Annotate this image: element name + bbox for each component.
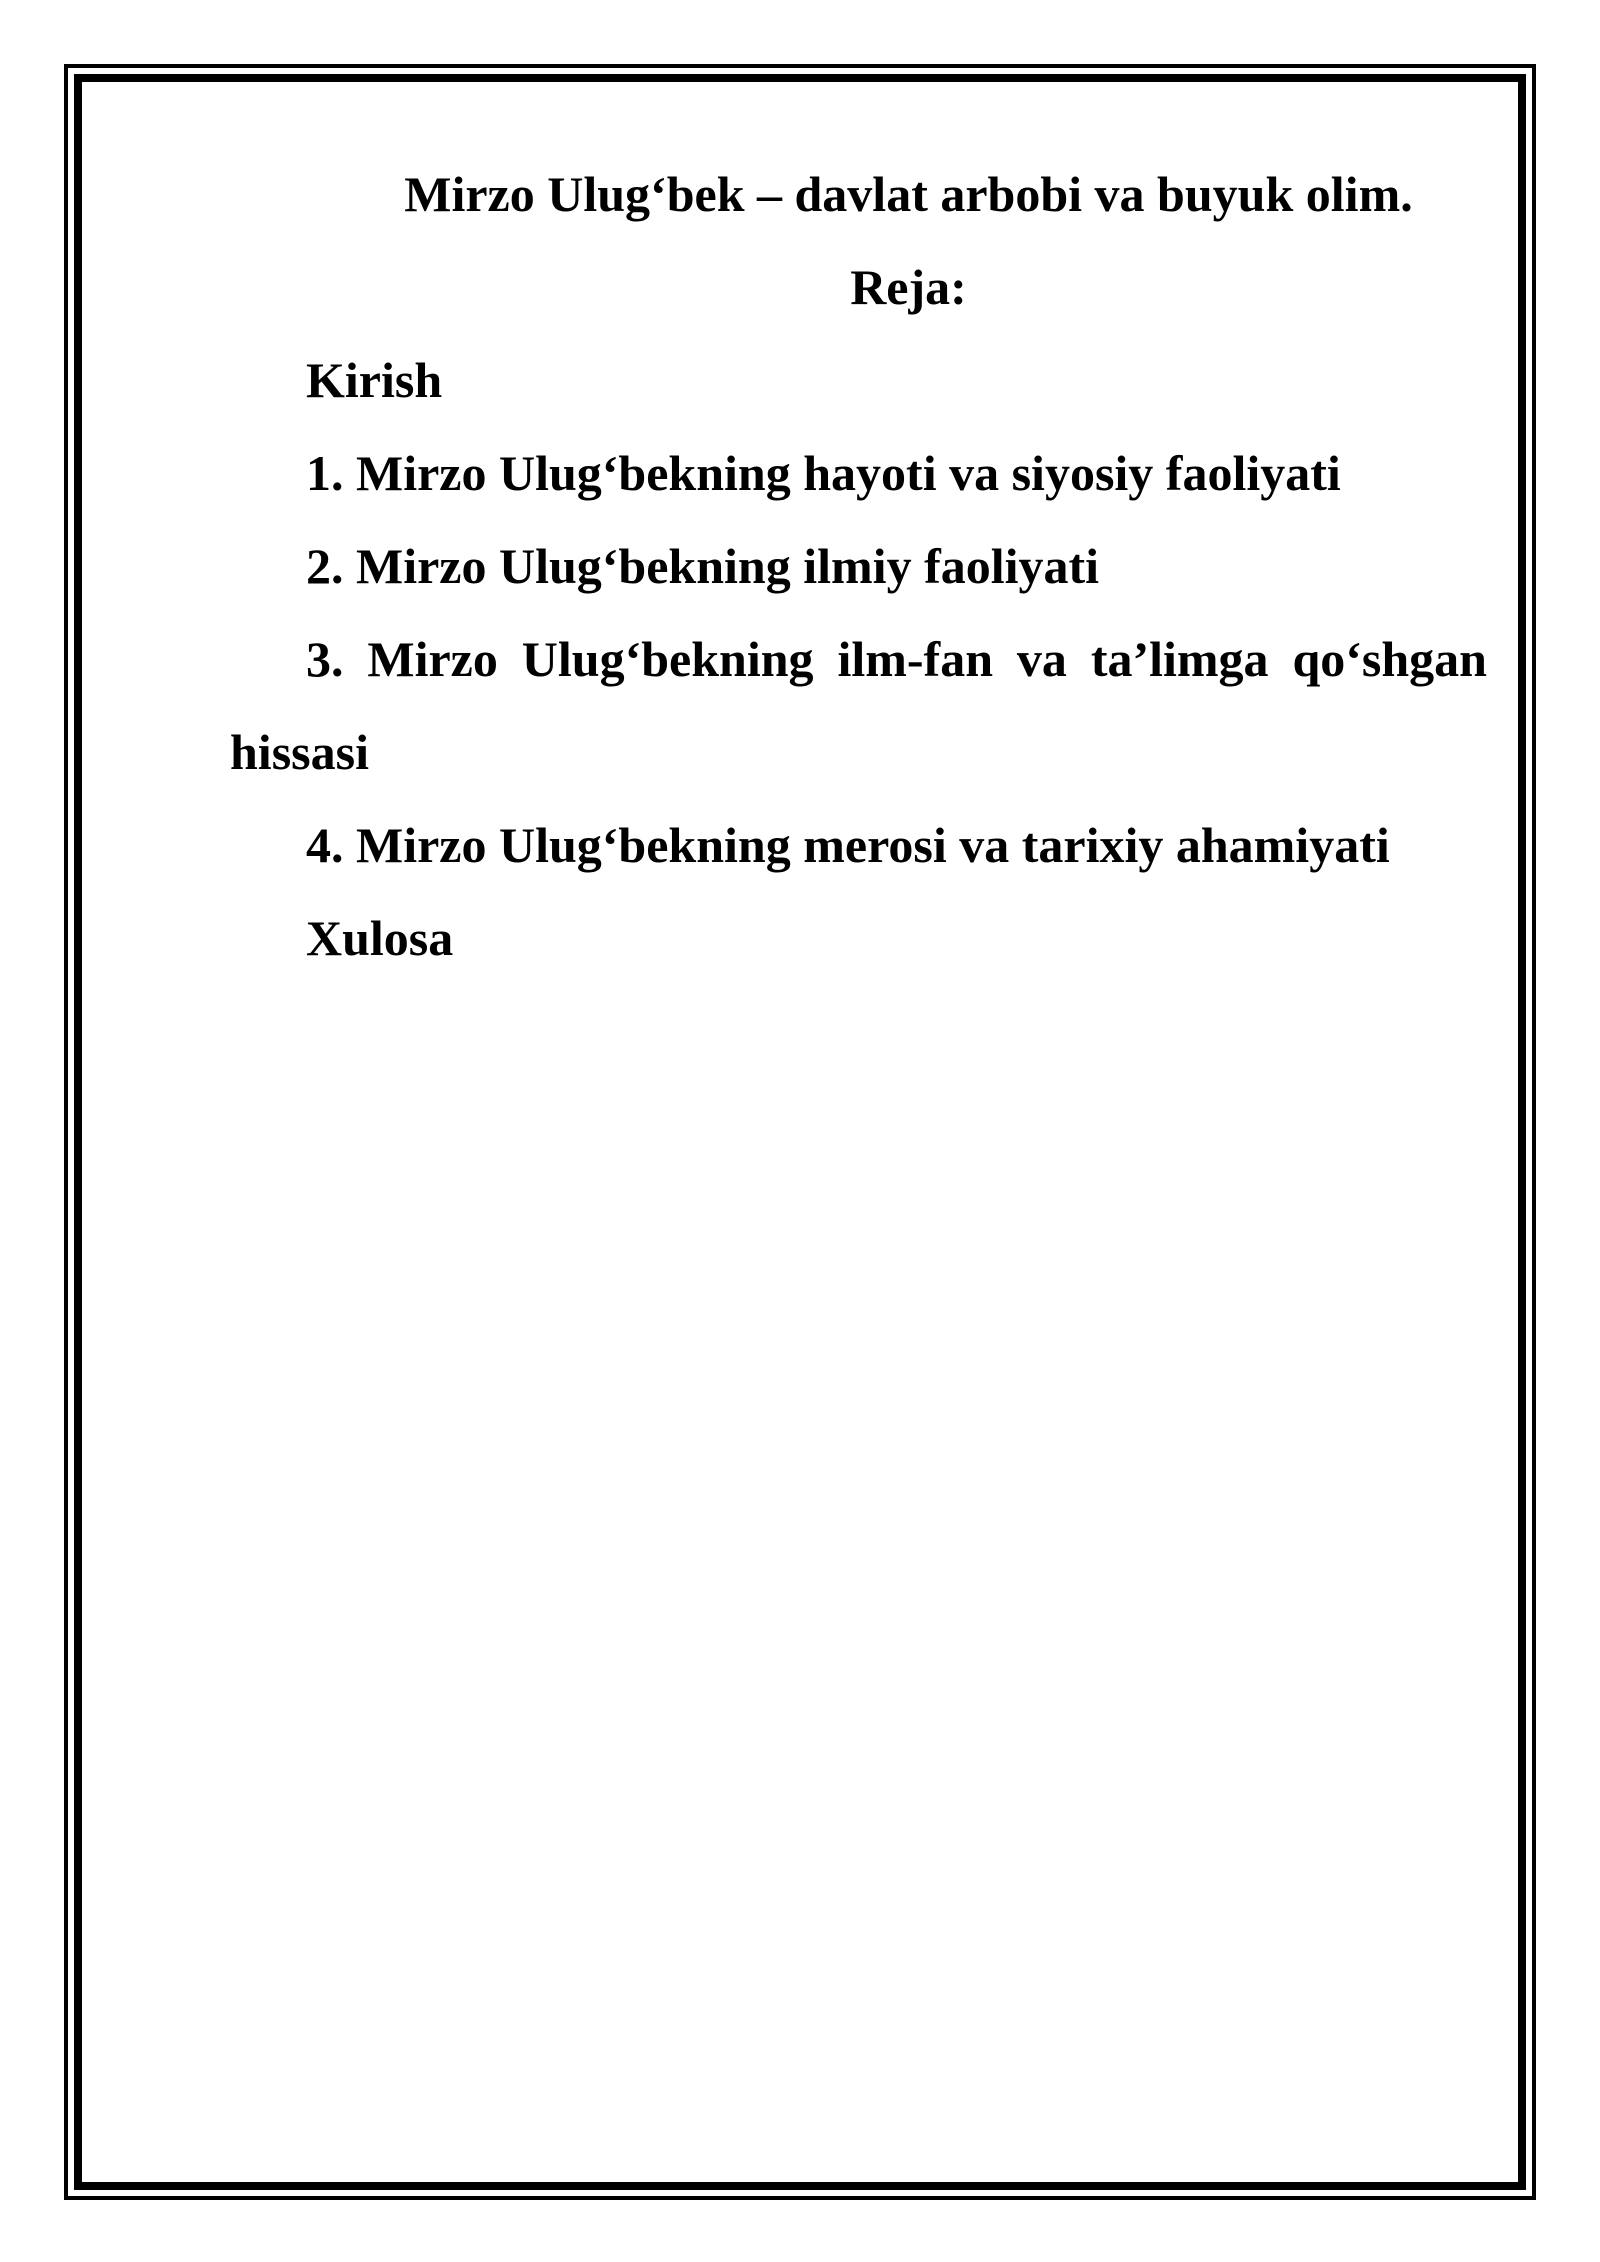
document-title: Mirzo Ulug‘bek – davlat arbobi va buyuk olim. (404, 166, 1413, 222)
plan-item-1: 1. Mirzo Ulug‘bekning hayoti va siyosiy faoliyati (306, 445, 1341, 501)
plan-item-3: 3. Mirzo Ulug‘bekning ilm-fan va ta’limga qo‘shgan hissasi (230, 631, 1487, 780)
plan-item-conclusion: Xulosa (306, 910, 454, 966)
document-content (230, 148, 1487, 985)
plan-item-4: 4. Mirzo Ulug‘bekning merosi va tarixiy ahamiyati (306, 817, 1390, 873)
plan-heading: Reja: (850, 259, 967, 315)
plan-item-2: 2. Mirzo Ulug‘bekning ilmiy faoliyati (306, 538, 1100, 594)
plan-item-intro: Kirish (306, 352, 443, 408)
